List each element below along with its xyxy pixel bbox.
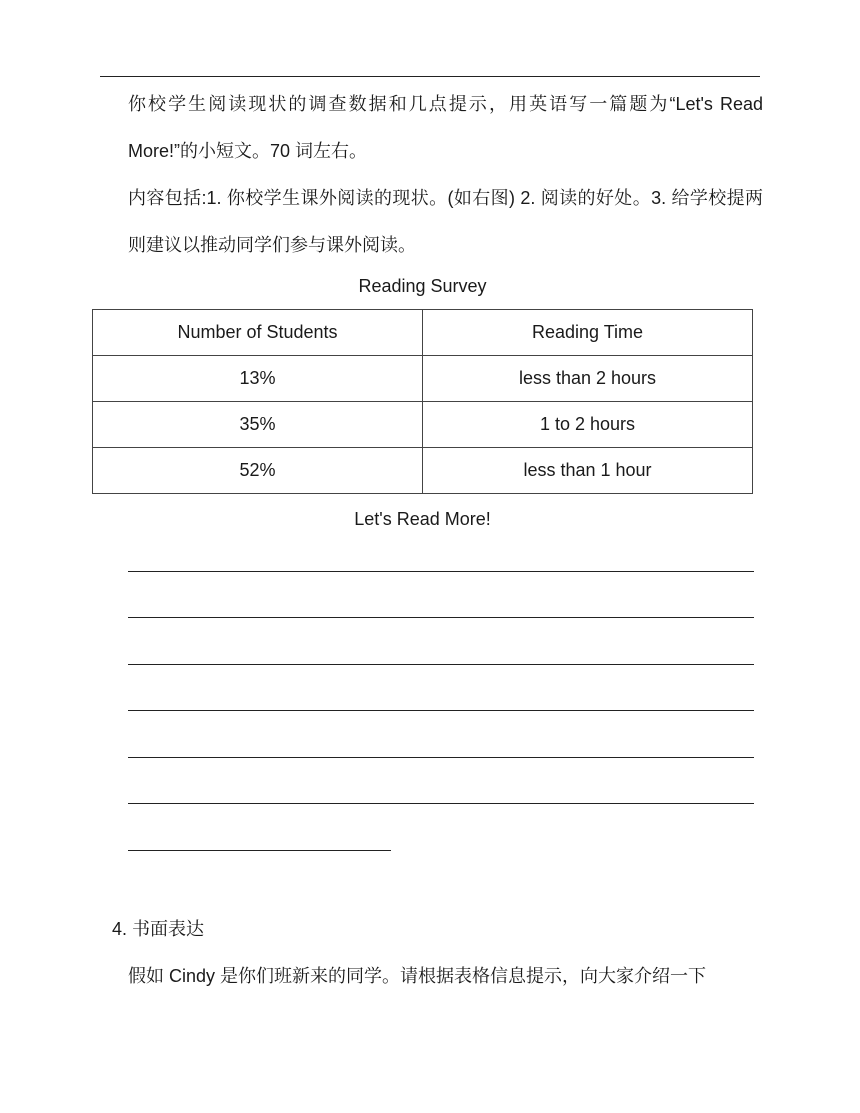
cell-reading-time: less than 2 hours xyxy=(423,356,753,402)
answer-line[interactable] xyxy=(128,757,754,758)
table-header-row xyxy=(93,310,753,356)
section-4-paragraph: 假如 Cindy 是你们班新来的同学。请根据表格信息提示，向大家介绍一下 xyxy=(128,966,707,986)
cell-percentage: 35% xyxy=(93,402,423,448)
content-paragraph: 内容包括:1. 你校学生课外阅读的现状。(如右图) 2. 阅读的好处。3. 给学校提两则建议以推动同学们参与课外阅读。 xyxy=(128,188,763,255)
cell-percentage: 13% xyxy=(93,356,423,402)
header-number-of-students: Number of Students xyxy=(93,310,423,356)
intro-paragraph: 你校学生阅读现状的调查数据和几点提示，用英语写一篇题为“Let's Read More!”的小短文。70 词左右。 xyxy=(128,94,763,161)
answer-line[interactable] xyxy=(128,664,754,665)
essay-title: Let's Read More! xyxy=(354,509,491,529)
table-row xyxy=(93,448,753,494)
cell-percentage: 52% xyxy=(93,448,423,494)
reading-survey-table xyxy=(92,309,753,494)
answer-line[interactable] xyxy=(128,850,391,851)
table-row xyxy=(93,402,753,448)
table-title: Reading Survey xyxy=(358,276,487,296)
table-row xyxy=(93,356,753,402)
header-rule xyxy=(100,76,760,77)
cell-reading-time: less than 1 hour xyxy=(423,448,753,494)
answer-line[interactable] xyxy=(128,803,754,804)
cell-reading-time: 1 to 2 hours xyxy=(423,402,753,448)
section-4-heading: 4. 书面表达 xyxy=(112,919,205,939)
header-reading-time: Reading Time xyxy=(423,310,753,356)
answer-line[interactable] xyxy=(128,617,754,618)
answer-line[interactable] xyxy=(128,571,754,572)
answer-line[interactable] xyxy=(128,710,754,711)
